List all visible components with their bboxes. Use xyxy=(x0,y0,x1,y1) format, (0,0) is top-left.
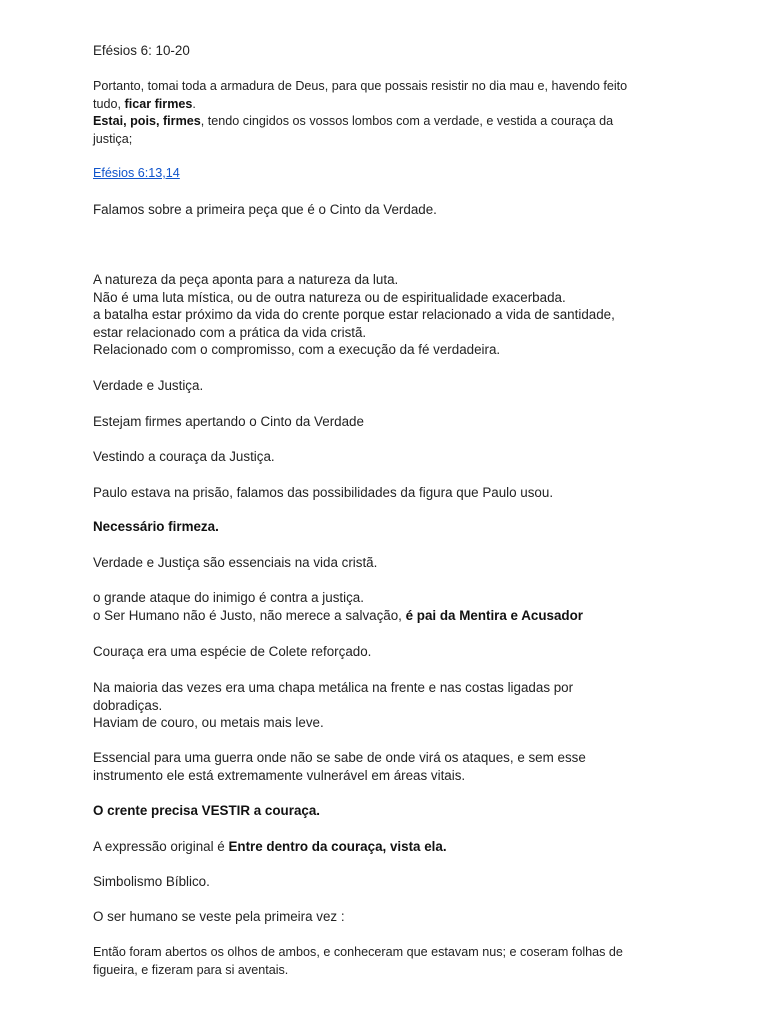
ataque-line-1: o grande ataque do inimigo é contra a justiça. xyxy=(93,590,364,605)
intro-bold-estai: Estai, pois, firmes xyxy=(93,114,201,128)
intro-bold-ficar-firmes: ficar firmes xyxy=(124,96,193,111)
expressao-bold: Entre dentro da couraça, vista ela. xyxy=(228,839,447,854)
natureza-line: Não é uma luta mística, ou de outra natureza ou de espiritualidade exacerbada. xyxy=(93,289,566,305)
paragraph-vestir: O crente precisa VESTIR a couraça. xyxy=(93,803,321,818)
intro-line-2: tudo, ficar firmes. xyxy=(93,96,196,111)
natureza-line: A natureza da peça aponta para a natureza da luta. xyxy=(93,272,399,287)
reference-link[interactable]: Efésios 6:13,14 xyxy=(93,166,180,180)
intro-line-3: Estai, pois, firmes, tendo cingidos os vossos lombos com a verdade, e vestida a couraça da xyxy=(93,114,614,128)
scripture-intro xyxy=(93,78,683,148)
reference-paragraph xyxy=(93,165,683,183)
paragraph-guerra xyxy=(93,749,683,784)
genesis-line: figueira, e fizeram para si aventais. xyxy=(93,962,289,977)
paragraph-chapa xyxy=(93,679,683,732)
chapa-line: dobradiças. xyxy=(93,697,163,713)
paragraph-vestindo: Vestindo a couraça da Justiça. xyxy=(93,449,275,464)
paragraph-firmeza: Necessário firmeza. xyxy=(93,519,219,534)
chapa-line: Haviam de couro, ou metais mais leve. xyxy=(93,715,324,730)
genesis-line: Então foram abertos os olhos de ambos, e conheceram que estavam nus; e coseram folhas de xyxy=(93,945,623,959)
intro-line-4: justiça; xyxy=(93,131,133,146)
paragraph-colete: Couraça era uma espécie de Colete reforçado. xyxy=(93,644,372,659)
paragraph-verdade-justica: Verdade e Justiça. xyxy=(93,378,204,393)
paragraph-genesis xyxy=(93,944,683,979)
guerra-line: Essencial para uma guerra onde não se sabe de onde virá os ataques, e sem esse xyxy=(93,750,586,765)
document-heading: Efésios 6: 10-20 xyxy=(93,43,190,58)
natureza-line: estar relacionado com a prática da vida cristã. xyxy=(93,324,367,340)
ataque-line-2: o Ser Humano não é Justo, não merece a salvação, é pai da Mentira e Acusador xyxy=(93,607,583,623)
chapa-line: Na maioria das vezes era uma chapa metálica na frente e nas costas ligadas por xyxy=(93,680,574,695)
natureza-line: a batalha estar próximo da vida do crente porque estar relacionado a vida de santidade, xyxy=(93,307,615,322)
paragraph-ataque xyxy=(93,589,683,624)
paragraph-essenciais: Verdade e Justiça são essenciais na vida cristã. xyxy=(93,555,378,570)
paragraph-expressao: A expressão original é Entre dentro da couraça, vista ela. xyxy=(93,839,447,854)
intro-line-1: Portanto, tomai toda a armadura de Deus, para que possais resistir no dia mau e, havendo feito xyxy=(93,79,628,93)
paragraph-paulo: Paulo estava na prisão, falamos das possibilidades da figura que Paulo usou. xyxy=(93,485,554,500)
paragraph-natureza xyxy=(93,271,683,359)
paragraph-veste: O ser humano se veste pela primeira vez : xyxy=(93,909,345,924)
ataque-bold-mentira: é pai da Mentira e Acusador xyxy=(405,607,583,623)
natureza-line: Relacionado com o compromisso, com a execução da fé verdadeira. xyxy=(93,342,501,357)
guerra-line: instrumento ele está extremamente vulnerável em áreas vitais. xyxy=(93,767,466,783)
paragraph-cinto: Falamos sobre a primeira peça que é o Cinto da Verdade. xyxy=(93,202,437,217)
paragraph-estejam: Estejam firmes apertando o Cinto da Verdade xyxy=(93,414,364,429)
paragraph-simbolismo: Simbolismo Bíblico. xyxy=(93,874,210,889)
